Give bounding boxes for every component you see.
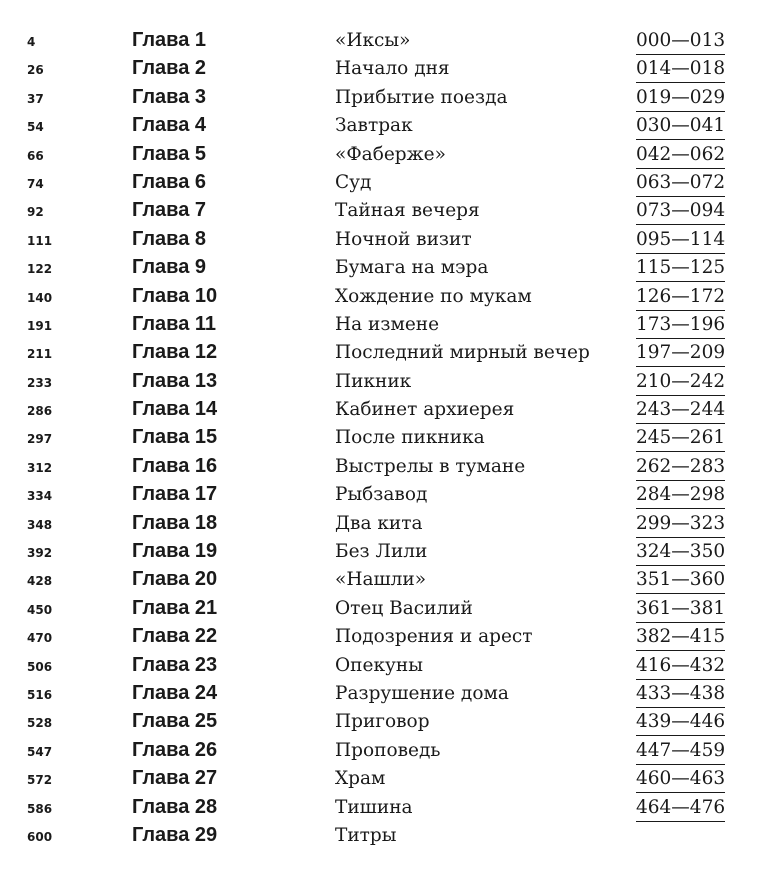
- chapter-title: Начало дня: [335, 58, 450, 80]
- toc-row: [0, 424, 772, 452]
- toc-row: [0, 197, 772, 225]
- page-range-link[interactable]: 115—125: [636, 255, 725, 282]
- chapter-label: Глава 9: [132, 256, 207, 279]
- page-number: 392: [27, 546, 53, 561]
- toc-row: [0, 368, 772, 396]
- page-range-link[interactable]: 095—114: [636, 227, 725, 254]
- chapter-title: Завтрак: [335, 115, 413, 137]
- toc-row: [0, 481, 772, 509]
- chapter-title: Проповедь: [335, 739, 441, 761]
- page-number: 37: [27, 91, 44, 106]
- chapter-label: Глава 17: [132, 483, 218, 506]
- toc-row: [0, 794, 772, 822]
- table-of-contents: [0, 27, 772, 850]
- chapter-label: Глава 18: [132, 511, 218, 534]
- page-number: 122: [27, 262, 53, 277]
- page-range-link[interactable]: 030—041: [636, 113, 725, 140]
- page-range-link[interactable]: 197—209: [636, 340, 725, 367]
- chapter-title: Последний мирный вечер: [335, 342, 590, 364]
- chapter-label: Глава 2: [132, 57, 207, 80]
- page-number: 92: [27, 205, 44, 220]
- toc-row: [0, 55, 772, 83]
- page-number: 547: [27, 744, 53, 759]
- chapter-title: Хождение по мукам: [335, 285, 532, 307]
- toc-row: [0, 708, 772, 736]
- toc-row: [0, 510, 772, 538]
- page-number: 66: [27, 148, 44, 163]
- toc-row: [0, 226, 772, 254]
- toc-row: [0, 822, 772, 850]
- chapter-title: Прибытие поезда: [335, 86, 508, 108]
- page-number: 348: [27, 517, 53, 532]
- chapter-title: Кабинет архиерея: [335, 399, 515, 421]
- chapter-label: Глава 21: [132, 596, 218, 619]
- chapter-title: На измене: [335, 313, 440, 335]
- toc-row: [0, 339, 772, 367]
- toc-row: [0, 283, 772, 311]
- page-number: 233: [27, 375, 53, 390]
- page-range-link[interactable]: 361—381: [636, 596, 725, 623]
- page-number: 297: [27, 432, 53, 447]
- chapter-title: Храм: [335, 768, 386, 790]
- page-range-link[interactable]: 000—013: [636, 28, 725, 55]
- toc-row: [0, 254, 772, 282]
- page-range-link[interactable]: 324—350: [636, 539, 725, 566]
- page-range-link[interactable]: 019—029: [636, 85, 725, 112]
- page-range-link[interactable]: 042—062: [636, 142, 725, 169]
- chapter-title: Без Лили: [335, 541, 428, 563]
- toc-row: [0, 453, 772, 481]
- chapter-label: Глава 27: [132, 767, 218, 790]
- chapter-label: Глава 25: [132, 710, 218, 733]
- chapter-title: Титры: [335, 824, 397, 846]
- page-range-link[interactable]: 439—446: [636, 709, 725, 736]
- page-range-link[interactable]: 243—244: [636, 397, 725, 424]
- chapter-label: Глава 29: [132, 823, 218, 846]
- chapter-label: Глава 8: [132, 227, 207, 250]
- chapter-label: Глава 10: [132, 284, 218, 307]
- page-range-link[interactable]: 173—196: [636, 312, 725, 339]
- chapter-title: «Фаберже»: [335, 143, 446, 165]
- page-number: 516: [27, 687, 53, 702]
- page-range-link[interactable]: 382—415: [636, 624, 725, 651]
- chapter-title: Приговор: [335, 711, 430, 733]
- page-number: 54: [27, 120, 44, 135]
- page-range-link[interactable]: 460—463: [636, 766, 725, 793]
- chapter-label: Глава 6: [132, 170, 207, 193]
- toc-row: [0, 652, 772, 680]
- chapter-label: Глава 1: [132, 29, 207, 51]
- page-number: 528: [27, 716, 53, 731]
- chapter-label: Глава 22: [132, 625, 218, 648]
- page-number: 26: [27, 63, 44, 78]
- page-range-link[interactable]: 126—172: [636, 284, 725, 311]
- page-range-link[interactable]: 210—242: [636, 369, 725, 396]
- chapter-title: Опекуны: [335, 654, 423, 676]
- page-range-link[interactable]: 284—298: [636, 482, 725, 509]
- toc-row: [0, 680, 772, 708]
- chapter-label: Глава 20: [132, 568, 218, 591]
- page-number: 600: [27, 829, 53, 844]
- chapter-title: Тайная вечеря: [335, 200, 480, 222]
- page-range-link[interactable]: 063—072: [636, 170, 725, 197]
- chapter-label: Глава 28: [132, 795, 218, 818]
- toc-row: [0, 396, 772, 424]
- chapter-label: Глава 7: [132, 199, 207, 222]
- page-range-link[interactable]: 351—360: [636, 567, 725, 594]
- toc-row: [0, 765, 772, 793]
- page-number: 312: [27, 460, 53, 475]
- page-number: 586: [27, 801, 53, 816]
- chapter-title: Пикник: [335, 370, 412, 392]
- chapter-label: Глава 14: [132, 398, 218, 421]
- page-range-link[interactable]: 447—459: [636, 738, 725, 765]
- chapter-title: Ночной визит: [335, 228, 472, 250]
- page-number: 334: [27, 489, 53, 504]
- page-range-link[interactable]: 073—094: [636, 198, 725, 225]
- toc-row: [0, 311, 772, 339]
- page-number: 140: [27, 290, 53, 305]
- page-number: 4: [27, 35, 36, 49]
- chapter-title: Отец Василий: [335, 597, 473, 619]
- chapter-title: Выстрелы в тумане: [335, 455, 526, 477]
- chapter-label: Глава 23: [132, 653, 218, 676]
- chapter-label: Глава 16: [132, 454, 218, 477]
- page-number: 191: [27, 318, 53, 333]
- page-number: 428: [27, 574, 53, 589]
- chapter-label: Глава 5: [132, 142, 207, 165]
- page-range-link[interactable]: 014—018: [636, 56, 725, 83]
- page-number: 211: [27, 347, 53, 362]
- page-range-link[interactable]: 416—432: [636, 653, 725, 680]
- chapter-title: Бумага на мэра: [335, 257, 489, 279]
- toc-row: [0, 84, 772, 112]
- chapter-title: Разрушение дома: [335, 682, 509, 704]
- chapter-title: Рыбзавод: [335, 484, 428, 506]
- toc-row: [0, 595, 772, 623]
- toc-row: [0, 112, 772, 140]
- chapter-label: Глава 4: [132, 114, 207, 137]
- chapter-label: Глава 26: [132, 738, 218, 761]
- toc-row: [0, 141, 772, 169]
- page-number: 74: [27, 176, 44, 191]
- page-number: 572: [27, 773, 53, 788]
- toc-row: [0, 737, 772, 765]
- chapter-label: Глава 12: [132, 341, 218, 364]
- chapter-title: Суд: [335, 171, 372, 193]
- chapter-label: Глава 15: [132, 426, 218, 449]
- chapter-label: Глава 24: [132, 681, 218, 704]
- chapter-label: Глава 13: [132, 369, 218, 392]
- chapter-label: Глава 19: [132, 540, 218, 563]
- chapter-label: Глава 11: [132, 312, 217, 335]
- page-range-link[interactable]: 262—283: [636, 454, 725, 481]
- page-number: 506: [27, 659, 53, 674]
- page-number: 111: [27, 233, 53, 248]
- chapter-title: Подозрения и арест: [335, 626, 533, 648]
- toc-row: [0, 623, 772, 651]
- chapter-title: После пикника: [335, 427, 485, 449]
- toc-row: [0, 169, 772, 197]
- page-range-link[interactable]: 299—323: [636, 511, 725, 538]
- toc-row: [0, 27, 772, 55]
- chapter-title: «Иксы»: [335, 30, 411, 51]
- chapter-label: Глава 3: [132, 85, 207, 108]
- toc-row: [0, 538, 772, 566]
- chapter-title: «Нашли»: [335, 569, 427, 591]
- toc-row: [0, 566, 772, 594]
- page-number: 286: [27, 404, 53, 419]
- chapter-title: Два кита: [335, 512, 423, 534]
- page-number: 470: [27, 631, 53, 646]
- page-range-link[interactable]: 464—476: [636, 795, 725, 822]
- chapter-title: Тишина: [335, 796, 413, 818]
- page-range-link[interactable]: 245—261: [636, 425, 725, 452]
- page-number: 450: [27, 602, 53, 617]
- page-range-link[interactable]: 433—438: [636, 681, 725, 708]
